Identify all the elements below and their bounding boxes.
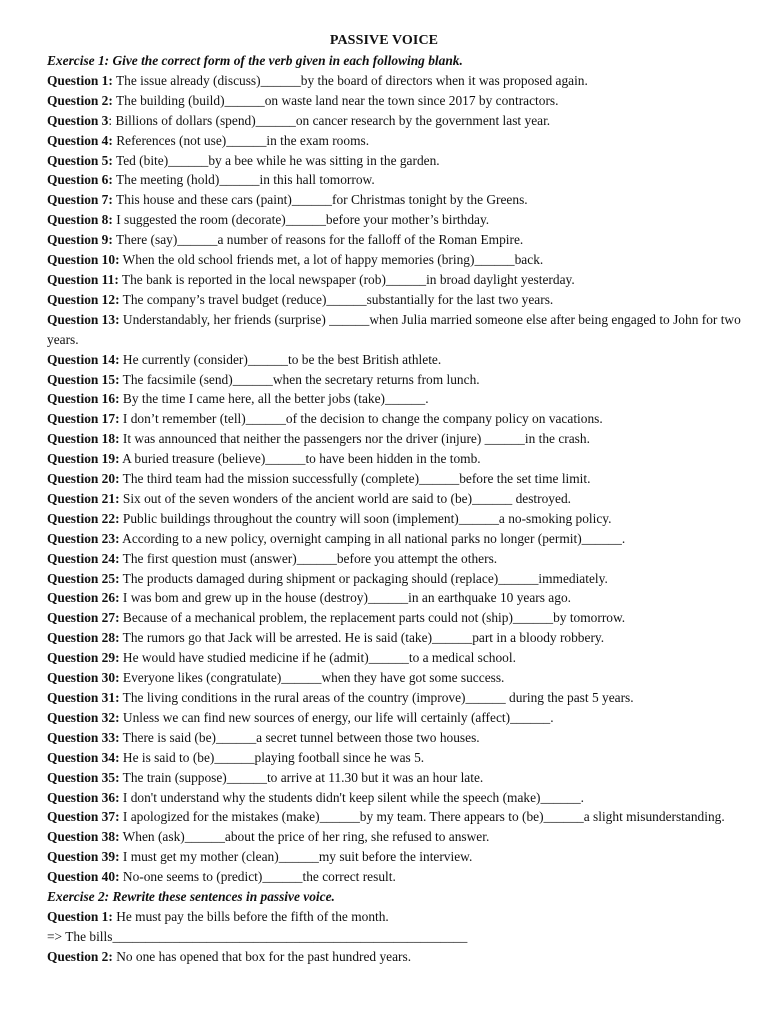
question-item	[47, 389, 759, 409]
question-text: The first question must (answer)______before you attempt the others.	[119, 550, 498, 566]
question-label: Question 15:	[47, 371, 120, 387]
question-text: There (say)______a number of reasons for the falloff of the Roman Empire.	[112, 232, 524, 248]
worksheet-content	[47, 51, 759, 967]
question-text: He is said to (be)______playing football since he was 5.	[119, 749, 425, 765]
question-item	[47, 608, 759, 628]
question-text: Six out of the seven wonders of the ancient world are said to (be)______ destroyed.	[119, 490, 571, 506]
question-text: Ted (bite)______by a bee while he was sitting in the garden.	[112, 152, 440, 168]
question-label: Question 6:	[47, 172, 113, 188]
question-item	[47, 688, 759, 708]
question-label: Question 14:	[47, 351, 120, 367]
question-text: He currently (consider)______to be the best British athlete.	[119, 351, 442, 367]
question-label: Question 8:	[47, 212, 113, 228]
question-text: When the old school friends met, a lot of happy memories (bring)______back.	[119, 252, 544, 268]
question-label: Question 34:	[47, 749, 120, 765]
question-label: Question 4:	[47, 132, 113, 148]
question-label: Question 3	[47, 112, 109, 128]
question-item	[47, 190, 759, 210]
question-label: Question 30:	[47, 670, 120, 686]
exercise-2-instruction: : Rewrite these sentences in passive voice.	[104, 889, 335, 905]
question-item	[47, 91, 759, 111]
page-title: PASSIVE VOICE	[329, 33, 439, 48]
question-item	[47, 210, 759, 230]
question-item	[47, 648, 759, 668]
question-text: The rumors go that Jack will be arrested. He is said (take)______part in a bloody robbery.	[119, 630, 605, 646]
question-text: I was bom and grew up in the house (destroy)______in an earthquake 10 years ago.	[119, 590, 571, 606]
question-text: Because of a mechanical problem, the replacement parts could not (ship)______by tomorrow.	[119, 610, 626, 626]
question-item	[47, 71, 759, 91]
question-label: Question 9:	[47, 232, 113, 248]
question-label: Question 24:	[47, 550, 120, 566]
question-label: Question 16:	[47, 391, 120, 407]
question-text: The products damaged during shipment or packaging should (replace)______immediately.	[119, 570, 608, 586]
question-item	[47, 429, 759, 449]
question-item	[47, 788, 759, 808]
question-text: By the time I came here, all the better jobs (take)______.	[119, 391, 429, 407]
question-item	[47, 728, 759, 748]
question-item	[47, 170, 759, 190]
question-label: Question 1:	[47, 908, 113, 924]
question-item	[47, 907, 759, 927]
question-item	[47, 250, 759, 270]
question-item	[47, 409, 759, 429]
question-text: No one has opened that box for the past hundred years.	[112, 948, 412, 964]
question-text: I apologized for the mistakes (make)______by my team. There appears to (be)______a slight misunderstanding.	[119, 809, 725, 825]
question-label: Question 35:	[47, 769, 120, 785]
question-label: Question 28:	[47, 630, 120, 646]
question-text: Unless we can find new sources of energy, our life will certainly (affect)______.	[119, 709, 554, 725]
question-label: Question 5:	[47, 152, 113, 168]
question-text: When (ask)______about the price of her ring, she refused to answer.	[119, 829, 490, 845]
question-item	[47, 370, 759, 390]
exercise-2-questions	[47, 907, 759, 967]
question-label: Question 27:	[47, 610, 120, 626]
question-item	[47, 509, 759, 529]
question-label: Question 13:	[47, 311, 120, 327]
question-item	[47, 748, 759, 768]
question-text: According to a new policy, overnight camping in all national parks no longer (permit)______.	[119, 530, 626, 546]
question-label: Question 40:	[47, 869, 120, 885]
question-label: Question 32:	[47, 709, 120, 725]
question-text: This house and these cars (paint)______for Christmas tonight by the Greens.	[112, 192, 528, 208]
question-item	[47, 807, 759, 827]
question-item	[47, 270, 759, 290]
question-label: Question 29:	[47, 650, 120, 666]
question-item	[47, 927, 759, 947]
question-text: Understandably, her friends (surprise) ______when Julia married someone else after being engaged to John for two years.	[47, 311, 741, 347]
question-item	[47, 230, 759, 250]
question-item	[47, 489, 759, 509]
question-item	[47, 628, 759, 648]
question-item	[47, 588, 759, 608]
question-text: The building (build)______on waste land near the town since 2017 by contractors.	[112, 92, 559, 108]
question-label: Question 39:	[47, 849, 120, 865]
question-text: The meeting (hold)______in this hall tomorrow.	[112, 172, 375, 188]
question-label: Question 2:	[47, 948, 113, 964]
question-text: The facsimile (send)______when the secretary returns from lunch.	[119, 371, 480, 387]
question-item	[47, 290, 759, 310]
exercise-1-label: Exercise 1	[47, 53, 105, 68]
question-item	[47, 847, 759, 867]
question-label: Question 2:	[47, 92, 113, 108]
question-text: The issue already (discuss)______by the board of directors when it was proposed again.	[112, 72, 588, 88]
exercise-1-questions	[47, 71, 759, 887]
exercise-2-heading	[47, 887, 759, 907]
question-label: Question 20:	[47, 471, 120, 487]
question-item	[47, 827, 759, 847]
question-text: He must pay the bills before the fifth of the month.	[112, 908, 389, 924]
question-label: Question 18:	[47, 431, 120, 447]
question-text: There is said (be)______a secret tunnel between those two houses.	[119, 729, 480, 745]
question-label: Question 1:	[47, 72, 113, 88]
question-text: The train (suppose)______to arrive at 11.30 but it was an hour late.	[119, 769, 484, 785]
question-label: Question 25:	[47, 570, 120, 586]
question-item	[47, 768, 759, 788]
question-item	[47, 469, 759, 489]
exercise-2-label: Exercise 2	[47, 889, 105, 905]
question-text: The third team had the mission successfully (complete)______before the set time limit.	[119, 471, 591, 487]
question-label: Question 7:	[47, 192, 113, 208]
question-text: I suggested the room (decorate)______before your mother’s birthday.	[112, 212, 490, 228]
question-item	[47, 350, 759, 370]
question-text: I must get my mother (clean)______my suit before the interview.	[119, 849, 473, 865]
answer-line: => The bills_____________________________________________________	[47, 928, 468, 944]
question-label: Question 21:	[47, 490, 120, 506]
question-label: Question 23:	[47, 530, 120, 546]
question-text: Everyone likes (congratulate)______when they have got some success.	[119, 670, 505, 686]
question-label: Question 17:	[47, 411, 120, 427]
question-label: Question 10:	[47, 252, 120, 268]
question-item	[47, 529, 759, 549]
question-text: The living conditions in the rural areas of the country (improve)______ during the past 5 years.	[119, 690, 634, 705]
question-label: Question 38:	[47, 829, 120, 845]
question-item	[47, 131, 759, 151]
question-text: References (not use)______in the exam rooms.	[112, 132, 370, 148]
exercise-1-instruction: : Give the correct form of the verb given in each following blank.	[104, 53, 463, 68]
question-text: The bank is reported in the local newspaper (rob)______in broad daylight yesterday.	[118, 271, 575, 287]
question-item	[47, 111, 759, 131]
question-text: It was announced that neither the passengers nor the driver (injure) ______in the crash.	[119, 431, 590, 447]
question-label: Question 33:	[47, 729, 120, 745]
question-label: Question 12:	[47, 291, 120, 307]
question-text: Public buildings throughout the country will soon (implement)______a no-smoking policy.	[119, 510, 612, 526]
exercise-1-heading	[47, 51, 759, 71]
question-label: Question 31:	[47, 690, 120, 705]
question-item	[47, 549, 759, 569]
question-text: I don’t remember (tell)______of the decision to change the company policy on vacations.	[119, 411, 603, 427]
question-label: Question 26:	[47, 590, 120, 606]
question-text: No-one seems to (predict)______the correct result.	[119, 869, 396, 885]
question-item	[47, 449, 759, 469]
question-label: Question 22:	[47, 510, 120, 526]
question-item	[47, 708, 759, 728]
question-text: A buried treasure (believe)______to have been hidden in the tomb.	[119, 451, 481, 467]
question-text: The company’s travel budget (reduce)______substantially for the last two years.	[119, 291, 554, 307]
question-text: I don't understand why the students didn't keep silent while the speech (make)______.	[119, 789, 585, 805]
question-label: Question 19:	[47, 451, 120, 467]
question-item	[47, 310, 759, 350]
question-item	[47, 569, 759, 589]
question-item	[47, 947, 759, 967]
question-label: Question 37:	[47, 809, 120, 825]
question-item	[47, 867, 759, 887]
question-label: Question 36:	[47, 789, 120, 805]
question-text: : Billions of dollars (spend)______on cancer research by the government last year.	[108, 112, 551, 128]
question-label: Question 11:	[47, 271, 119, 287]
question-text: He would have studied medicine if he (admit)______to a medical school.	[119, 650, 516, 666]
question-item	[47, 151, 759, 171]
question-item	[47, 668, 759, 688]
